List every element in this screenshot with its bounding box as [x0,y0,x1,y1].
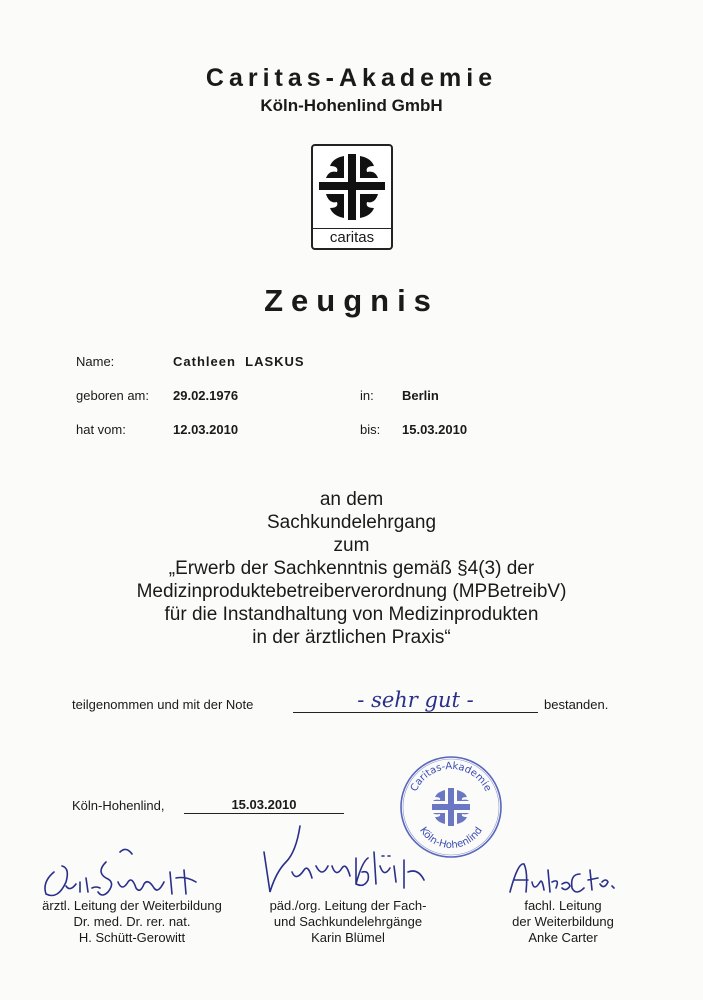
issue-date: 15.03.2010 [231,797,297,812]
document-title: Zeugnis [264,283,439,318]
stamp-text-top: Caritas-Akademie [408,760,494,794]
caritas-flame-cross-icon [313,148,391,228]
course-description [0,488,703,649]
course-title-line: für die Instandhaltung von Medizinprodukten [164,604,539,625]
course-title-line: Medizinproduktebetreiberverordnung (MPBetreibV) [136,581,567,602]
birthplace-label: in: [360,388,374,403]
born-label: geboren am: [76,388,149,403]
stamp-text-bottom: Köln-Hohenlind [417,825,485,852]
from-label: hat vom: [76,422,126,437]
signature-role-cont: der Weiterbildung [512,914,614,929]
signature-name: Anke Carter [528,930,598,945]
name-value: Cathleen LASKUS [173,354,305,369]
signature-role: ärztl. Leitung der Weiterbildung [42,898,222,913]
course-line: Sachkundelehrgang [266,512,437,533]
signature-title: Dr. med. Dr. rer. nat. [73,914,191,929]
signature-role-cont: und Sachkundelehrgänge [273,914,423,929]
to-label: bis: [360,422,381,437]
signature-caption-3 [478,898,648,946]
signature-caption-2 [252,898,444,946]
course-title-line: in der ärztlichen Praxis“ [252,627,451,648]
logo-wordmark: caritas [313,228,391,246]
organization-name: Caritas-Akademie [205,64,498,92]
signature-schuett-gerowitt [36,842,226,902]
grade-value: - sehr gut - [357,688,474,712]
grade-suffix: bestanden. [544,697,609,712]
course-title-line: „Erwerb der Sachkenntnis gemäß §4(3) der [168,558,535,579]
date-line [184,813,344,814]
signature-role: fachl. Leitung [524,898,602,913]
signature-role: päd./org. Leitung der Fach- [269,898,427,913]
stamp-cross-icon [432,788,470,826]
born-value: 29.02.1976 [173,388,239,403]
signature-caption-1 [16,898,248,946]
birthplace-value: Berlin [402,388,439,403]
signature-name: Karin Blümel [311,930,385,945]
signature-name: H. Schütt-Gerowitt [78,930,186,945]
from-value: 12.03.2010 [173,422,239,437]
place-label: Köln-Hohenlind, [72,798,165,813]
grade-prefix: teilgenommen und mit der Note [72,697,254,712]
grade-line [293,712,538,713]
to-value: 15.03.2010 [402,422,468,437]
signature-carter [504,852,624,902]
caritas-logo [311,144,393,250]
organization-subtitle: Köln-Hohenlind GmbH [260,96,443,115]
name-label: Name: [76,354,115,369]
course-line: an dem [319,489,384,510]
signature-bluemel [252,822,452,907]
course-line: zum [333,535,370,556]
